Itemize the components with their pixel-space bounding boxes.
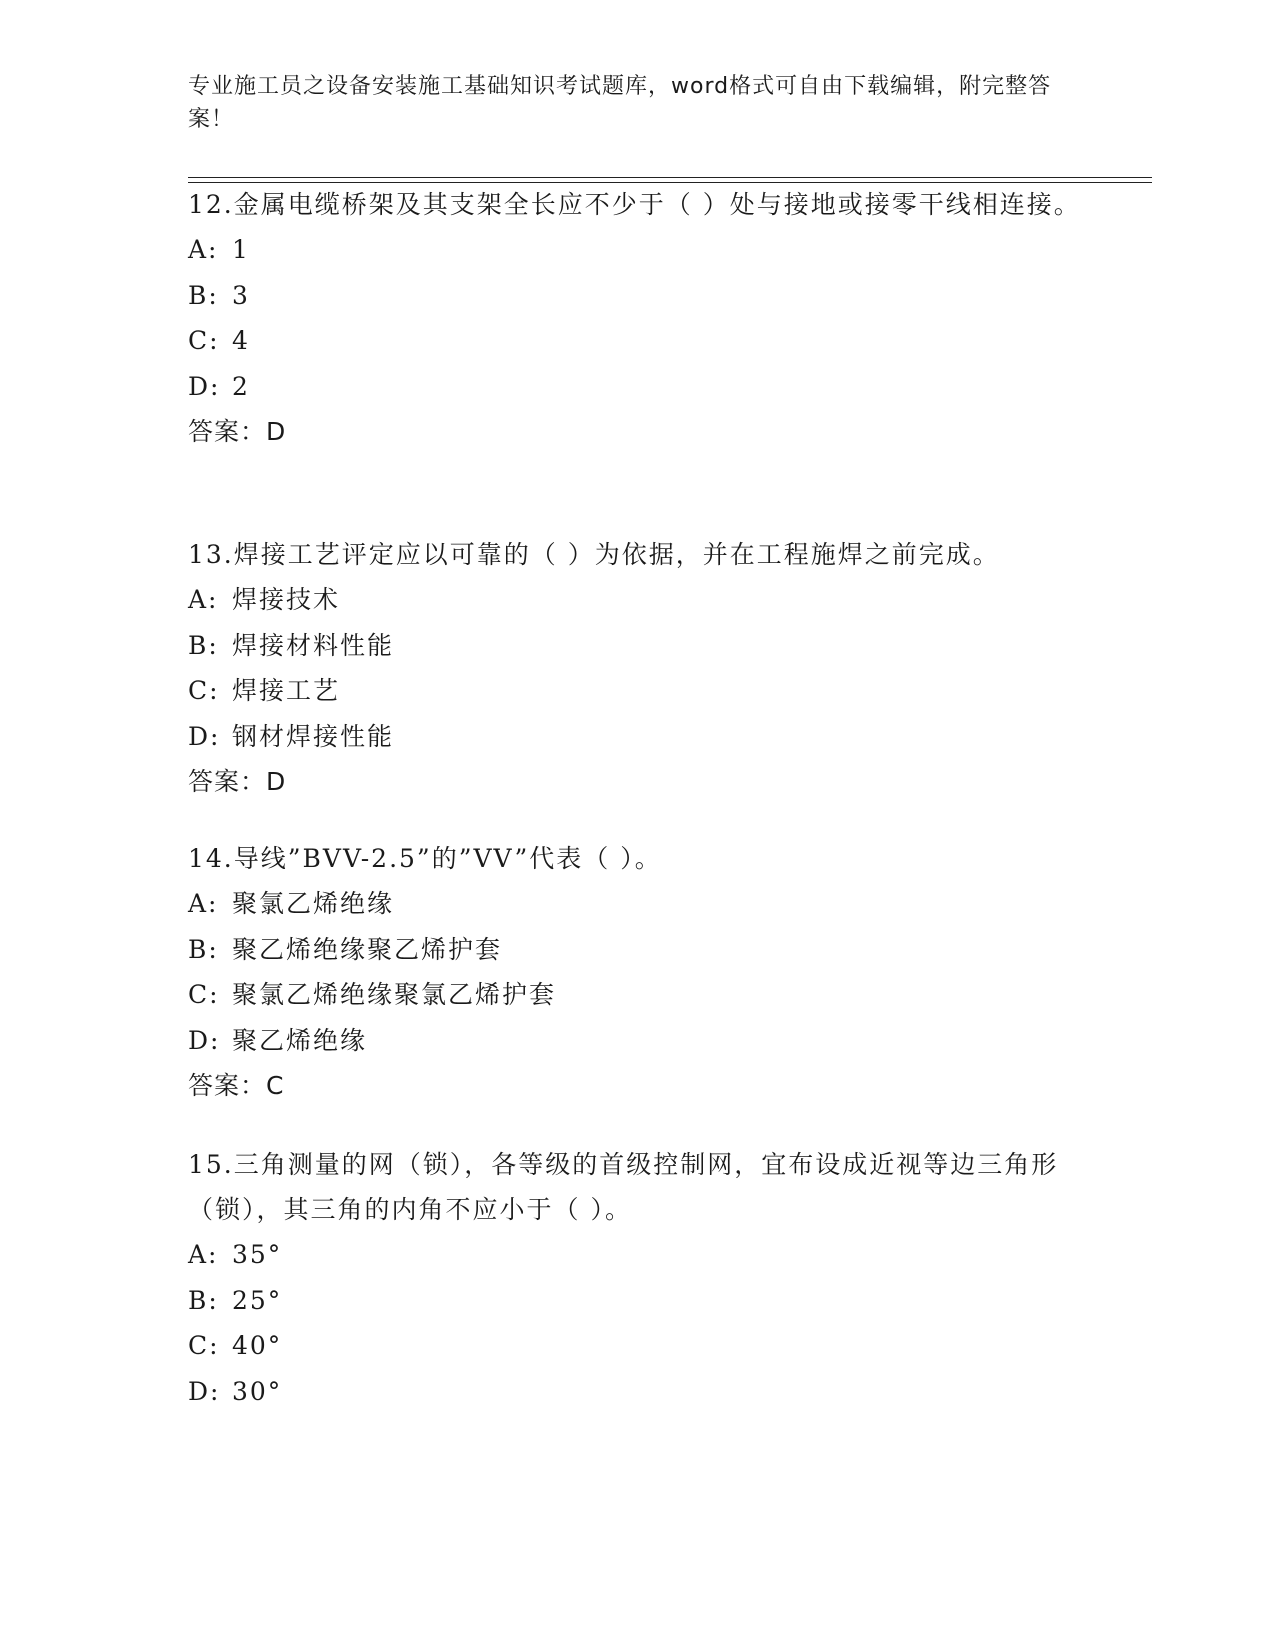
option-label: B: <box>188 1285 219 1315</box>
question-13 <box>188 532 1088 804</box>
option-text: 1 <box>232 235 250 264</box>
question-15 <box>188 1142 1088 1414</box>
option-label: D: <box>188 371 221 401</box>
option-c <box>188 668 1088 714</box>
option-text: 焊接工艺 <box>232 676 341 705</box>
option-d <box>188 364 1088 410</box>
option-label: C: <box>188 326 220 355</box>
option-text: 焊接技术 <box>232 585 341 614</box>
option-text: 4 <box>232 326 250 355</box>
option-text: 聚氯乙烯绝缘 <box>232 889 395 918</box>
question-text: 13.焊接工艺评定应以可靠的（ ）为依据，并在工程施焊之前完成。 <box>188 540 1000 569</box>
option-label: B: <box>188 934 219 964</box>
option-text: 30° <box>232 1376 283 1406</box>
option-text: 3 <box>232 280 250 310</box>
option-text: 聚乙烯绝缘聚乙烯护套 <box>232 934 503 964</box>
option-label: C: <box>188 1331 220 1360</box>
option-text: 聚氯乙烯绝缘聚氯乙烯护套 <box>232 980 557 1009</box>
option-b <box>188 1278 1088 1324</box>
option-text: 焊接材料性能 <box>232 630 395 660</box>
option-a <box>188 227 1088 273</box>
option-d <box>188 1369 1088 1415</box>
option-label: D: <box>188 1376 221 1406</box>
question-text: 12.金属电缆桥架及其支架全长应不少于（ ）处与接地或接零干线相连接。 <box>188 190 1081 219</box>
answer: 答案：D <box>188 767 287 796</box>
option-b <box>188 623 1088 669</box>
option-a <box>188 1232 1088 1278</box>
option-label: A: <box>188 889 219 918</box>
option-label: C: <box>188 676 220 705</box>
option-label: D: <box>188 721 221 751</box>
option-text: 钢材焊接性能 <box>232 721 395 751</box>
option-text: 聚乙烯绝缘 <box>232 1025 368 1055</box>
question-text: 14.导线”BVV-2.5”的”VV”代表（ ）。 <box>188 844 662 873</box>
option-label: A: <box>188 1240 219 1269</box>
option-text: 35° <box>232 1240 283 1269</box>
question-text: 15.三角测量的网（锁），各等级的首级控制网，宜布设成近视等边三角形（锁），其三角的内角不应小于（ ）。 <box>188 1150 1059 1224</box>
option-label: D: <box>188 1025 221 1055</box>
option-d <box>188 714 1088 760</box>
option-c <box>188 318 1088 364</box>
question-14 <box>188 836 1088 1108</box>
question-12 <box>188 182 1088 454</box>
option-a <box>188 881 1088 927</box>
option-d <box>188 1018 1088 1064</box>
option-label: B: <box>188 280 219 310</box>
option-b <box>188 273 1088 319</box>
option-text: 40° <box>232 1331 283 1360</box>
option-b <box>188 927 1088 973</box>
answer: 答案：D <box>188 417 287 446</box>
option-a <box>188 577 1088 623</box>
option-text: 2 <box>232 371 250 401</box>
option-c <box>188 1323 1088 1369</box>
option-label: C: <box>188 980 220 1009</box>
option-label: B: <box>188 630 219 660</box>
document-header: 专业施工员之设备安装施工基础知识考试题库，word格式可自由下载编辑，附完整答案！ <box>188 74 1052 132</box>
answer: 答案：C <box>188 1071 285 1100</box>
option-text: 25° <box>232 1285 283 1315</box>
option-c <box>188 972 1088 1018</box>
option-label: A: <box>188 235 219 264</box>
option-label: A: <box>188 585 219 614</box>
header-divider-top <box>188 177 1152 178</box>
